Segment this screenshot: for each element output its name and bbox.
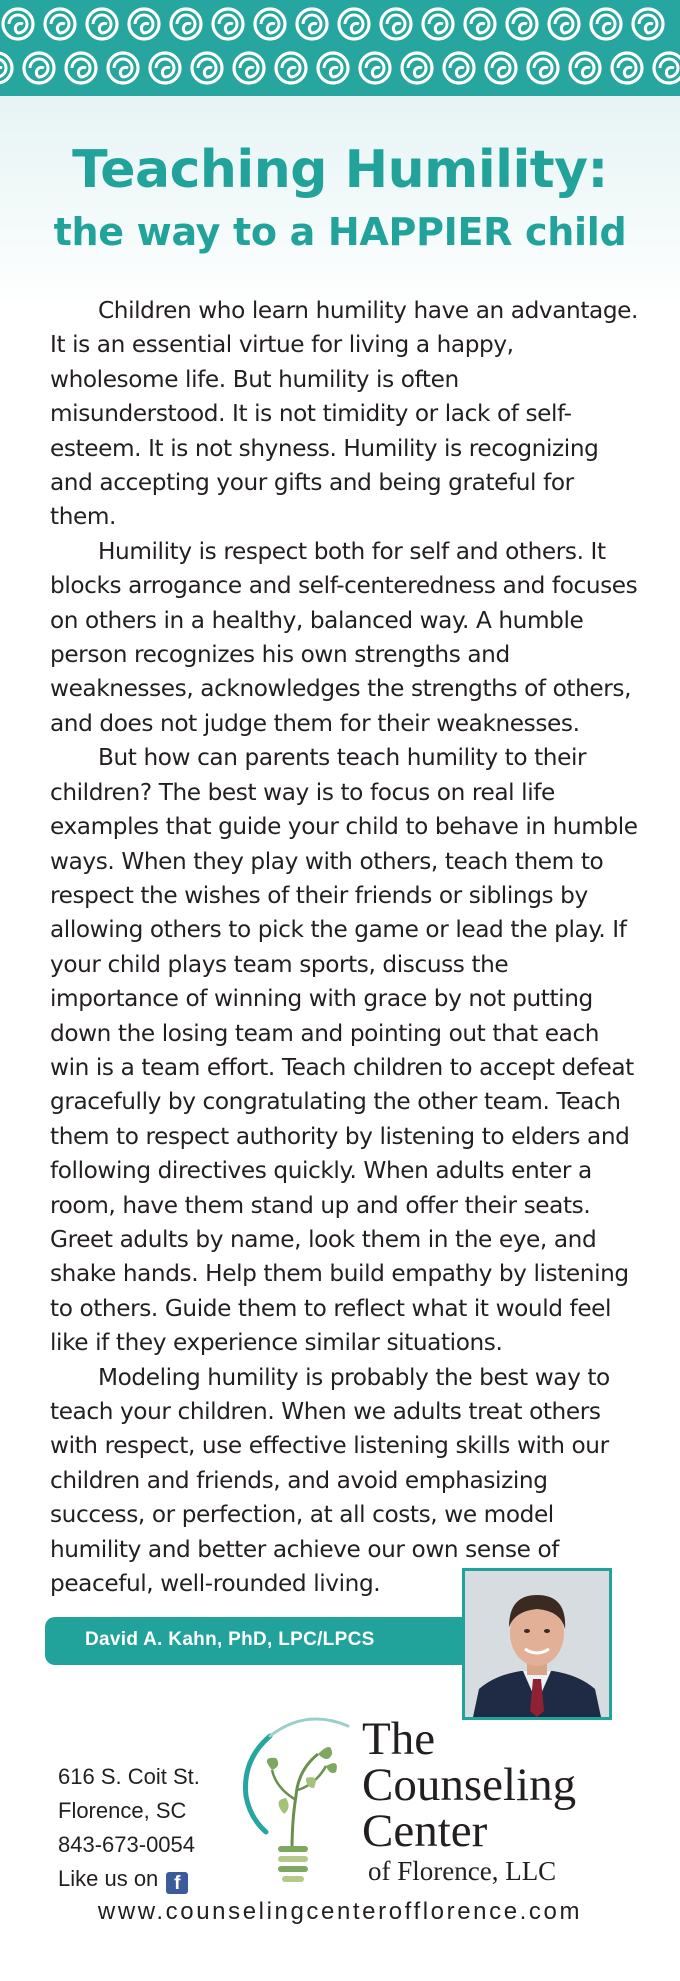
like-us-text: Like us on bbox=[58, 1866, 159, 1891]
address-street: 616 S. Coit St. bbox=[58, 1764, 200, 1789]
swirl-pattern-banner bbox=[0, 0, 680, 96]
header-background bbox=[0, 96, 680, 306]
article-paragraph: But how can parents teach humility to their children? The best way is to focus on real life examples that guide your child to behave in humble ways. When they play with others, teach them to respect the wishes of their friends or siblings by allowing others to pick the game or lead the play. If your child plays team sports, discuss the importance of winning with grace by not putting down the losing team and pointing out that each win is a team effort. Teach children to accept defeat gracefully by congratulating the other team. Teach them to respect authority by listening to elders and following directives quickly. When adults enter a room, have them stand up and offer their seats. Greet adults by name, look them in the eye, and shake hands. Help them build empathy by listening to others. Guide them to reflect what it would feel like if they experience similar situations. bbox=[50, 744, 638, 1357]
logo-word-the: The bbox=[362, 1713, 436, 1765]
like-us-line bbox=[58, 1862, 200, 1896]
logo-word-of-florence: of Florence, LLC bbox=[368, 1856, 557, 1886]
facebook-icon[interactable]: f bbox=[166, 1872, 188, 1894]
address-city: Florence, SC bbox=[58, 1798, 187, 1823]
article-paragraph: Children who learn humility have an advantage. It is an essential virtue for living a happy, wholesome life. But humility is often misunderstood. It is not timidity or lack of self-esteem. It is not shyness. Humility is recognizing and accepting your gifts and being grateful for them. bbox=[50, 297, 639, 531]
website-url[interactable]: www.counselingcenterofflorence.com bbox=[97, 1898, 583, 1925]
page-subtitle: the way to a HAPPIER child bbox=[53, 210, 627, 254]
article-paragraph: Modeling humility is probably the best way to teach your children. When we adults treat others with respect, use effective listening skills with our children and friends, and avoid emphasizing success, or perfection, at all costs, we model humility and better achieve our own sense of peaceful, well-rounded living. bbox=[50, 1363, 610, 1598]
author-portrait-icon bbox=[465, 1571, 609, 1717]
article-body bbox=[50, 294, 640, 1601]
counseling-center-logo bbox=[362, 1713, 577, 1888]
author-photo bbox=[462, 1568, 612, 1720]
author-name: David A. Kahn, PhD, LPC/LPCS bbox=[85, 1629, 375, 1650]
logo-word-counseling: Counseling bbox=[362, 1759, 577, 1811]
phone-number[interactable]: 843-673-0054 bbox=[58, 1832, 196, 1857]
page-title: Teaching Humility: bbox=[72, 140, 608, 200]
article-paragraph: Humility is respect both for self and others. It blocks arrogance and self-centeredness and focuses on others in a healthy, balanced way. A humble person recognizes his own strengths and weaknesses, acknowledges the strengths of others, and does not judge them for their weaknesses. bbox=[50, 537, 638, 737]
author-banner bbox=[45, 1617, 465, 1665]
lightbulb-tree-logo-icon bbox=[236, 1700, 366, 1890]
logo-word-center: Center bbox=[362, 1805, 488, 1857]
contact-info bbox=[58, 1760, 200, 1896]
